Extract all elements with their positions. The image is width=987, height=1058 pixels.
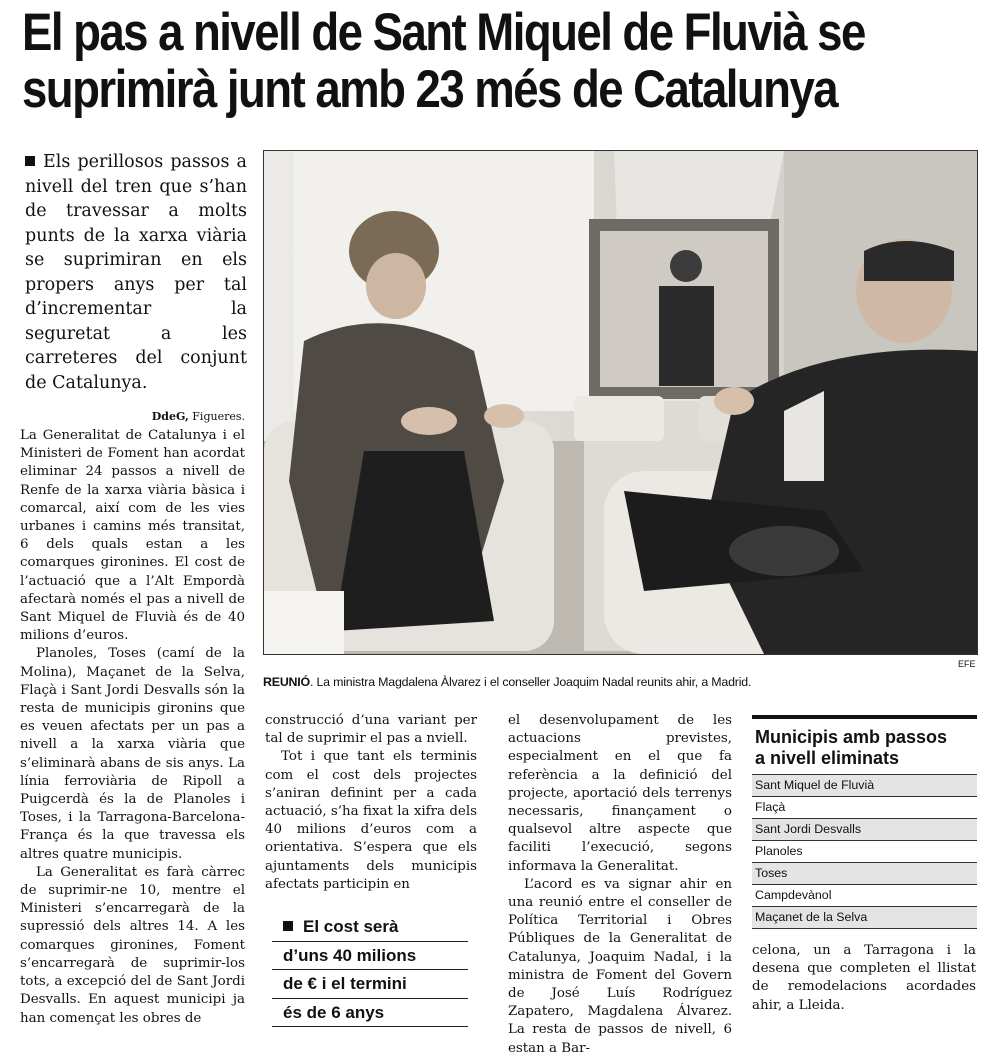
body-paragraph: L’acord es va signar ahir en una reunió entre el conseller de Política Territorial i Obres Públiques de la Generalitat de Catalunya, Joaquim Nadal, i la ministra de Foment del Govern de José Luís Rodríguez Zapatero, Magdalena Álvarez. La resta de passos de nivell, 6 estan a Bar- bbox=[508, 876, 732, 1056]
headline bbox=[22, 3, 865, 119]
body-column-3 bbox=[508, 712, 732, 1058]
pull-quote-text: El cost serà bbox=[303, 917, 399, 936]
caption-label: REUNIÓ bbox=[263, 675, 310, 689]
body-paragraph: Tot i que tant els terminis com el cost dels projectes s’aniran definint per a cada actuació, s’ha fixat la xifra dels 40 milions d’euros com a orientativa. S’espera que els ajuntaments dels municipis afectats participin en bbox=[265, 749, 477, 892]
pull-quote bbox=[272, 913, 468, 1027]
body-paragraph: celona, un a Tarragona i la desena que completen el llistat de remodelacions acordades ahir, a Lleida. bbox=[752, 943, 976, 1013]
pull-quote-line: d’uns 40 milions bbox=[272, 942, 468, 971]
list-item: Sant Jordi Desvalls bbox=[752, 819, 977, 841]
news-photo bbox=[263, 150, 978, 655]
body-paragraph: La Generalitat es farà càrrec de suprimir-ne 10, mentre el Ministeri s’encarregarà de la supressió dels altres 14. A les comarques gironines, Foment s’encarregarà de suprimir-los tots, a excepció del de Sant Jordi Desvalls. En aquest municipi ja han començat les obres de bbox=[20, 864, 245, 1026]
lead-paragraph bbox=[25, 150, 247, 395]
photo-caption bbox=[263, 675, 976, 689]
lead-text: Els perillosos passos a nivell del tren que s’han de travessar a molts punts de la xarxa viària se suprimiran en els propers anys per tal d’incrementar la seguretat a les carreteres del conjunt de Catalunya. bbox=[25, 152, 247, 393]
pull-quote-line: és de 6 anys bbox=[272, 999, 468, 1028]
sidebar-list bbox=[752, 774, 977, 929]
pull-quote-line bbox=[272, 913, 468, 942]
bullet-square-icon bbox=[283, 921, 293, 931]
body-column-2 bbox=[265, 712, 477, 894]
list-item: Sant Miquel de Fluvià bbox=[752, 775, 977, 797]
body-column-4 bbox=[752, 942, 976, 1015]
list-item: Planoles bbox=[752, 841, 977, 863]
byline bbox=[20, 410, 245, 423]
body-paragraph: Planoles, Toses (camí de la Molina), Maçanet de la Selva, Flaçà i Sant Jordi Desvalls són la resta de municipis gironins que es veuen afectats per un pas a nivell a la xarxa viària que s’eliminarà abans de sis anys. La línia ferroviària de Ripoll a Puigcerdà és la de Planoles i Toses, i la Tarragona-Barcelona-França és la que travessa els altres quatre municipis. bbox=[20, 646, 245, 862]
headline-line-2: suprimirà junt amb 23 més de Catalunya bbox=[22, 60, 838, 119]
byline-place: Figueres. bbox=[192, 410, 245, 423]
municipalities-sidebar bbox=[752, 715, 977, 929]
bullet-square-icon bbox=[25, 156, 35, 166]
body-paragraph: La Generalitat de Catalunya i el Ministeri de Foment han acordat eliminar 24 passos a nivell de Renfe de la xarxa viària bàsica i comarcal, així com de les vies urbanes i camins més transitat, 6 dels quals estan a les comarques gironines. El cost de l’actuació que a l’Alt Empordà afectarà només el pas a nivell de Sant Miquel de Fluvià és de 40 milions d’euros. bbox=[20, 428, 245, 644]
list-item: Maçanet de la Selva bbox=[752, 907, 977, 929]
caption-text: . La ministra Magdalena Àlvarez i el conseller Joaquim Nadal reunits ahir, a Madrid. bbox=[310, 675, 752, 689]
headline-line-1: El pas a nivell de Sant Miquel de Fluvià se bbox=[22, 3, 865, 62]
photo-credit: EFE bbox=[958, 659, 976, 669]
sidebar-title-line-1: Municipis amb passos bbox=[755, 727, 948, 747]
list-item: Flaçà bbox=[752, 797, 977, 819]
byline-agency: DdeG, bbox=[151, 410, 189, 423]
meeting-photo-illustration bbox=[264, 151, 977, 654]
body-paragraph: construcció d’una variant per tal de suprimir el pas a nviell. bbox=[265, 713, 477, 747]
sidebar-title bbox=[752, 719, 977, 774]
pull-quote-line: de € i el termini bbox=[272, 970, 468, 999]
sidebar-title-line-2: a nivell eliminats bbox=[755, 748, 900, 768]
list-item: Toses bbox=[752, 863, 977, 885]
body-paragraph: el desenvolupament de les actuacions previstes, especialment en el que fa referència a la definició del projecte, aportació dels terrenys necessaris, finançament o qualsevol altre aspecte que faciliti l’execució, segons informava la Generalitat. bbox=[508, 713, 732, 874]
list-item: Campdevànol bbox=[752, 885, 977, 907]
body-column-1 bbox=[20, 427, 245, 1028]
